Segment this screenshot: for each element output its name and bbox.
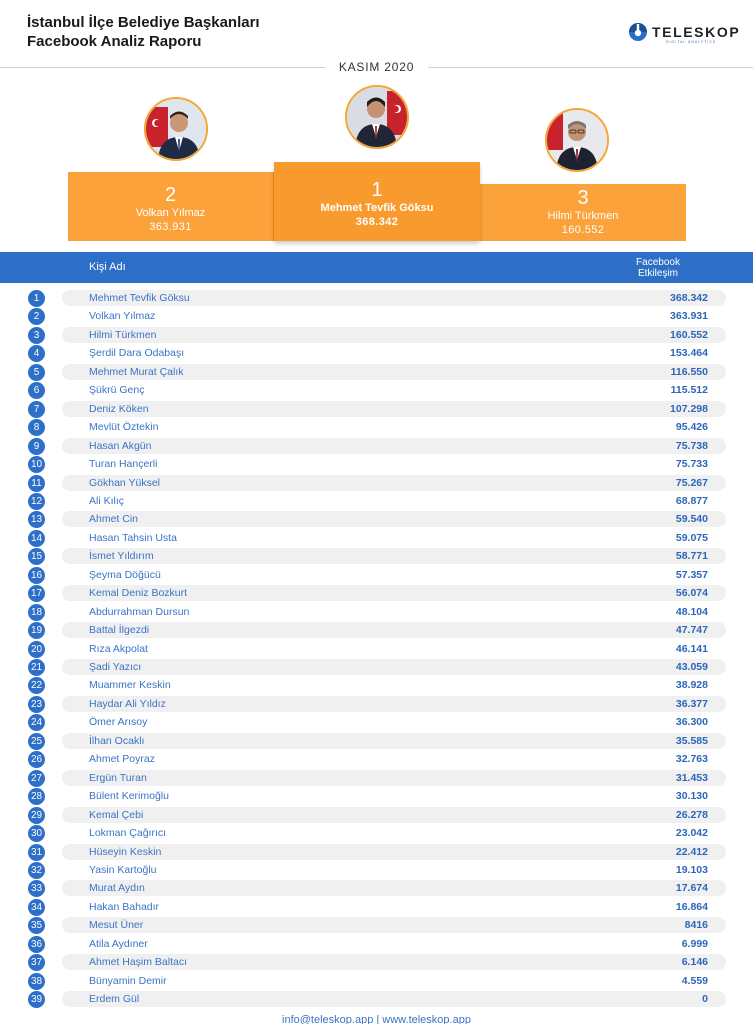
rank-badge: 1 [28,290,45,307]
row-stripe [62,880,726,896]
podium-name: Hilmi Türkmen [547,210,619,222]
rank-badge: 6 [28,382,45,399]
table-row [0,824,753,843]
rank-badge: 9 [28,438,45,455]
person-name: Murat Aydın [89,882,145,895]
person-name: Ali Kılıç [89,494,125,507]
table-row [0,658,753,677]
engagement-value: 36.300 [675,716,708,729]
rank-badge: 23 [28,696,45,713]
rank-badge: 24 [28,714,45,731]
table-row [0,676,753,695]
podium-second [68,172,274,241]
row-stripe [62,844,726,860]
table-row [0,455,753,474]
table-row [0,972,753,991]
table-row [0,547,753,566]
person-name: Battal İlgezdi [89,624,150,637]
table-row [0,769,753,788]
table-row [0,437,753,456]
engagement-value: 95.426 [675,421,708,434]
table-row [0,879,753,898]
rank-badge: 5 [28,364,45,381]
rank-badge: 22 [28,677,45,694]
rank-badge: 39 [28,991,45,1008]
table-row [0,621,753,640]
table-row [0,344,753,363]
person-name: Bülent Kerimoğlu [89,790,169,803]
report-title [27,13,260,51]
rank-badge: 28 [28,788,45,805]
podium-name: Mehmet Tevfik Göksu [320,202,434,214]
engagement-value: 38.928 [675,679,708,692]
table-row [0,529,753,548]
engagement-value: 6.146 [681,956,708,969]
avatar-first [345,85,409,149]
engagement-value: 153.464 [670,347,708,360]
person-name: Rıza Akpolat [89,642,148,655]
table-row [0,916,753,935]
table-row [0,861,753,880]
rank-badge: 10 [28,456,45,473]
person-name: Mehmet Murat Çalık [89,365,184,378]
podium-value: 368.342 [355,216,399,228]
row-stripe [62,401,726,417]
teleskop-logo-icon [628,22,648,42]
person-name: Haydar Ali Yıldız [89,697,166,710]
table-row [0,363,753,382]
rank-badge: 38 [28,973,45,990]
engagement-value: 75.267 [675,476,708,489]
engagement-value: 43.059 [675,661,708,673]
engagement-value: 17.674 [675,882,708,895]
report-month: KASIM 2020 [0,60,753,74]
engagement-value: 31.453 [675,771,708,784]
person-name: Abdurrahman Dursun [89,605,190,618]
rank-badge: 34 [28,899,45,916]
rank-badge: 17 [28,585,45,602]
engagement-value: 16.864 [675,900,708,913]
person-name: Ahmet Cin [89,513,139,526]
person-name: Ergün Turan [89,771,147,784]
row-stripe [62,807,726,823]
table-row [0,953,753,972]
engagement-value: 59.540 [675,513,708,526]
person-name: Şerdil Dara Odabaşı [89,347,185,360]
person-name: Ahmet Haşim Baltacı [89,956,188,969]
rank-badge: 2 [28,308,45,325]
person-name: Kemal Çebi [89,808,144,821]
engagement-value: 8416 [684,919,708,932]
column-header-value: Facebook Etkileşim [636,257,680,279]
table-row [0,510,753,529]
table-row [0,990,753,1009]
table-row [0,713,753,732]
rank-badge: 20 [28,641,45,658]
rank-badge: 31 [28,844,45,861]
engagement-value: 4.559 [681,974,708,987]
engagement-value: 35.585 [675,734,708,747]
rank-badge: 27 [28,770,45,787]
rank-badge: 8 [28,419,45,436]
table-row [0,732,753,751]
engagement-value: 6.999 [681,937,708,950]
engagement-value: 160.552 [670,328,708,341]
person-name: Atila Aydıner [89,937,148,950]
engagement-value: 115.512 [670,384,708,397]
person-name: Hasan Tahsin Usta [89,531,177,544]
rank-badge: 19 [28,622,45,639]
engagement-value: 57.357 [675,568,708,581]
podium-value: 160.552 [561,224,605,236]
row-stripe [62,622,726,638]
table-header [0,252,753,283]
engagement-value: 107.298 [670,402,708,415]
engagement-value: 22.412 [675,845,708,858]
person-name: Şükrü Genç [89,384,145,397]
logo-text: TELESKOP [652,24,741,40]
engagement-value: 46.141 [675,642,708,655]
rank-badge: 35 [28,917,45,934]
engagement-value: 19.103 [675,863,708,876]
rank-badge: 14 [28,530,45,547]
engagement-value: 36.377 [675,697,708,710]
rank-badge: 16 [28,567,45,584]
podium-value: 363.931 [149,221,192,233]
teleskop-logo[interactable] [628,22,741,46]
rank-badge: 32 [28,862,45,879]
rank-badge: 15 [28,548,45,565]
column-header-name: Kişi Adı [89,261,126,273]
person-name: Ömer Arısoy [89,716,148,729]
engagement-value: 32.763 [675,753,708,766]
footer-contact: info@teleskop.app | www.teleskop.app [282,1014,471,1024]
person-name: İsmet Yıldırım [89,550,154,563]
engagement-value: 75.733 [675,458,708,471]
row-stripe [62,917,726,933]
table-row [0,474,753,493]
person-name: Bünyamin Demir [89,974,167,987]
person-name: Mesut Üner [89,919,144,932]
podium-name: Volkan Yılmaz [135,207,206,219]
person-name: Muammer Keskin [89,679,171,692]
rank-badge: 11 [28,475,45,492]
rank-badge: 18 [28,604,45,621]
person-name: Hakan Bahadır [89,900,160,913]
title-line-1: İstanbul İlçe Belediye Başkanları [27,14,260,31]
rank-badge: 4 [28,345,45,362]
person-name: Mevlüt Öztekin [89,421,159,434]
row-stripe [62,733,726,749]
row-stripe [62,659,726,675]
podium-first [274,162,480,241]
rank-badge: 33 [28,880,45,897]
person-name: Hüseyin Keskin [89,845,162,858]
table-row [0,400,753,419]
engagement-value: 58.771 [675,550,708,563]
podium-rank: 2 [164,184,177,206]
rank-badge: 29 [28,807,45,824]
table-row [0,326,753,345]
engagement-value: 47.747 [675,624,708,637]
engagement-value: 368.342 [670,292,708,304]
person-name: Mehmet Tevfik Göksu [89,292,190,304]
row-stripe [62,511,726,527]
podium-rank: 1 [371,179,383,201]
table-row [0,843,753,862]
person-name: Hilmi Türkmen [89,328,157,341]
table-row [0,307,753,326]
row-stripe [62,475,726,491]
table-row [0,935,753,954]
row-stripe [62,770,726,786]
engagement-value: 59.075 [675,531,708,544]
table-row [0,289,753,308]
person-portrait-icon [347,87,407,147]
logo-subtext: DIGITAL ANALYTICS [666,40,717,44]
person-name: Gökhan Yüksel [89,476,161,489]
podium-rank: 3 [577,187,589,209]
engagement-value: 30.130 [675,790,708,803]
table-row [0,381,753,400]
rank-badge: 26 [28,751,45,768]
person-portrait-icon [146,99,206,159]
engagement-value: 23.042 [675,827,708,840]
row-stripe [62,327,726,343]
engagement-value: 26.278 [675,808,708,821]
rank-badge: 3 [28,327,45,344]
engagement-value: 363.931 [670,310,708,323]
table-row [0,750,753,769]
person-name: Kemal Deniz Bozkurt [89,587,188,600]
avatar-second [144,97,208,161]
engagement-value: 56.074 [675,587,708,600]
person-name: Şeyma Döğücü [89,568,161,581]
engagement-value: 75.738 [675,439,708,452]
podium-third [480,184,686,241]
person-name: Deniz Köken [89,402,149,415]
person-name: Erdem Gül [89,993,140,1006]
table-row [0,787,753,806]
table-row [0,492,753,511]
rank-badge: 13 [28,511,45,528]
person-name: Turan Hançerli [89,458,158,471]
person-name: İlhan Ocaklı [89,734,145,747]
table-row [0,806,753,825]
rank-badge: 30 [28,825,45,842]
table-row [0,695,753,714]
rank-badge: 12 [28,493,45,510]
person-portrait-icon [547,110,607,170]
person-name: Lokman Çağırıcı [89,827,167,840]
person-name: Ahmet Poyraz [89,753,155,766]
row-stripe [62,438,726,454]
rank-badge: 36 [28,936,45,953]
row-stripe [62,991,726,1007]
engagement-value: 68.877 [675,494,708,507]
person-name: Şadi Yazıcı [89,661,142,673]
engagement-value: 116.550 [670,365,708,378]
table-row [0,640,753,659]
rank-badge: 25 [28,733,45,750]
engagement-value: 48.104 [675,605,708,618]
rank-badge: 7 [28,401,45,418]
rank-badge: 37 [28,954,45,971]
table-row [0,584,753,603]
person-name: Hasan Akgün [89,439,152,452]
engagement-value: 0 [702,993,708,1006]
table-row [0,898,753,917]
row-stripe [62,548,726,564]
table-row [0,603,753,622]
person-name: Yasin Kartoğlu [89,863,157,876]
table-row [0,418,753,437]
rank-badge: 21 [28,659,45,676]
table-row [0,566,753,585]
avatar-third [545,108,609,172]
person-name: Volkan Yılmaz [89,310,156,323]
title-line-2: Facebook Analiz Raporu [27,33,202,50]
